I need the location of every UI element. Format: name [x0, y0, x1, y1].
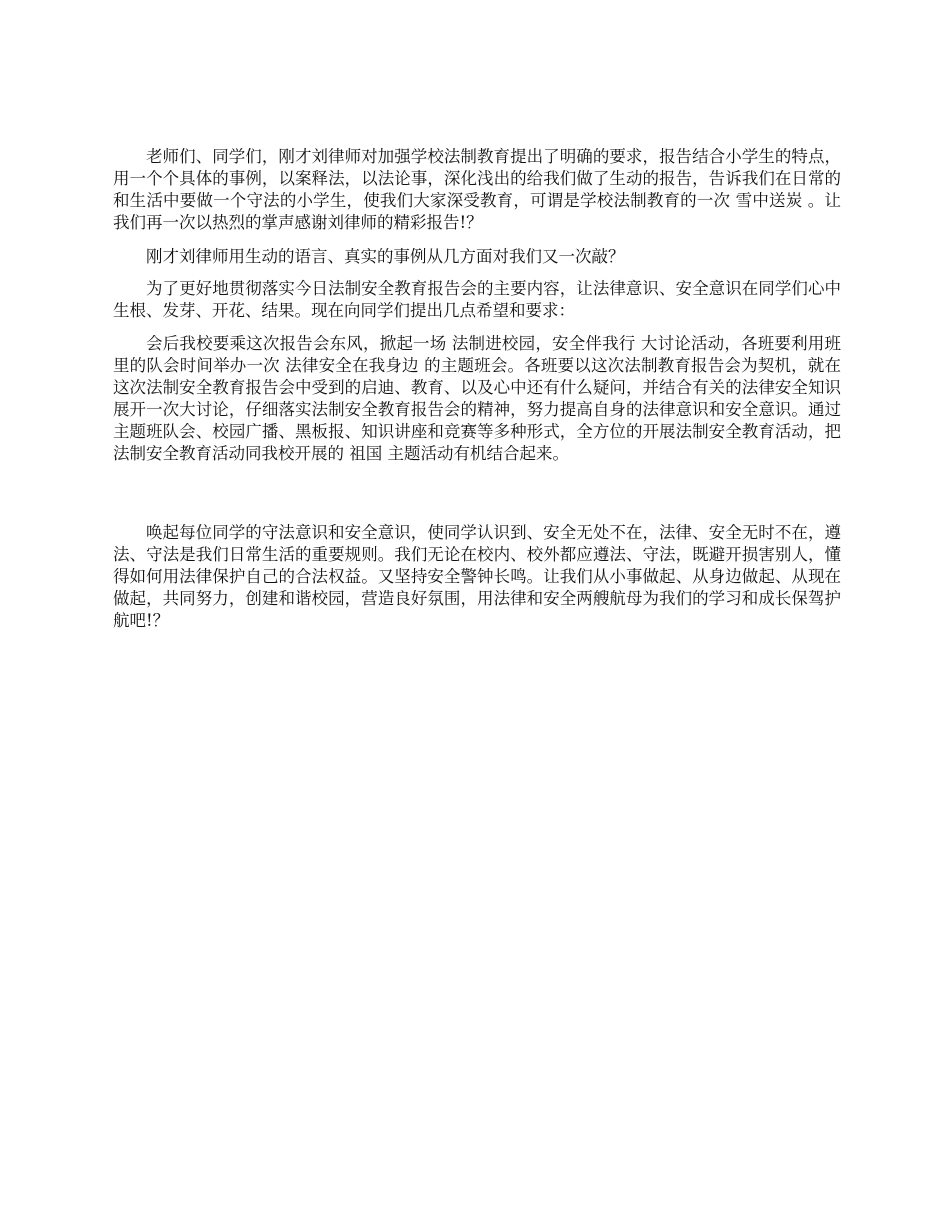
paragraph-activities: 会后我校要乘这次报告会东风，掀起一场 法制进校园，安全伴我行 大讨论活动，各班要利用班里的队会时间举办一次 法律安全在我身边 的主题班会。各班要以这次法制教育报告会为契机，就在这次法制安全教育报告会中受到的启迪、教育、以及心中还有什么疑问，并结合有关的法律安全知识展开一次大讨论，仔细落实法制安全教育报告会的精神，努力提高自身的法律意识和安全意识。通过主题班队会、校园广播、黑板报、知识讲座和竞赛等多种形式，全方位的开展法制安全教育活动，把法制安全教育活动同我校开展的 祖国 主题活动有机结合起来。	[113, 334, 841, 463]
document-body	[113, 146, 841, 632]
paragraph-purpose: 为了更好地贯彻落实今日法制安全教育报告会的主要内容，让法律意识、安全意识在同学们心中生根、发芽、开花、结果。现在向同学们提出几点希望和要求：	[113, 279, 841, 320]
paragraph-closing: 唤起每位同学的守法意识和安全意识，使同学认识到、安全无处不在，法律、安全无时不在，遵法、守法是我们日常生活的重要规则。我们无论在校内、校外都应遵法、守法，既避开损害别人，懂得如何用法律保护自己的合法权益。又坚持安全警钟长鸣。让我们从小事做起、从身边做起、从现在做起，共同努力，创建和谐校园，营造良好氛围，用法律和安全两艘航母为我们的学习和成长保驾护航吧!？	[113, 523, 841, 630]
paragraph-lawyer-summary: 刚才刘律师用生动的语言、真实的事例从几方面对我们又一次敲？	[146, 247, 625, 266]
paragraph-opening-thanks: 老师们、同学们，刚才刘律师对加强学校法制教育提出了明确的要求，报告结合小学生的特点，用一个个具体的事例，以案释法，以法论事，深化浅出的给我们做了生动的报告，告诉我们在日常的和生活中要做一个守法的小学生，使我们大家深受教育，可谓是学校法制教育的一次 雪中送炭 。让我们再一次以热烈的掌声感谢刘律师的精彩报告!？	[113, 147, 841, 232]
